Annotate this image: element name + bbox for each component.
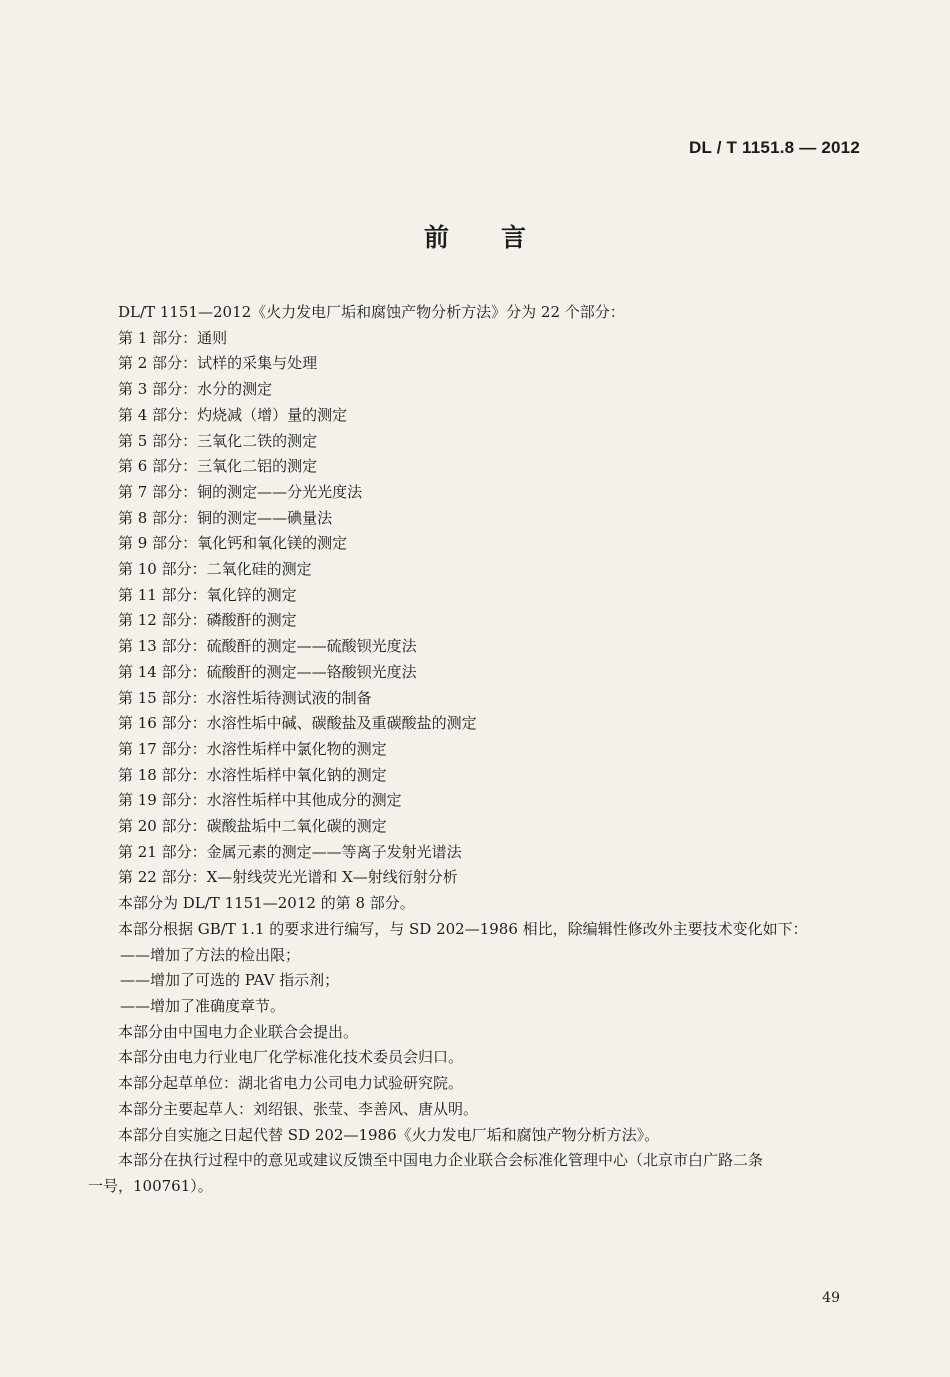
changes-intro: 本部分根据 GB/T 1.1 的要求进行编写，与 SD 202—1986 相比，除编辑性修改外主要技术变化如下： xyxy=(118,919,808,938)
list-item: 第 22 部分：X—射线荧光光谱和 X—射线衍射分析 xyxy=(118,868,458,887)
list-item: 第 16 部分：水溶性垢中碱、碳酸盐及重碳酸盐的测定 xyxy=(118,714,477,733)
change-item: ——增加了准确度章节。 xyxy=(120,996,286,1015)
list-item: 第 1 部分：通则 xyxy=(118,328,228,347)
list-item: 第 18 部分：水溶性垢样中氧化钠的测定 xyxy=(118,765,387,784)
list-item: 第 17 部分：水溶性垢样中氯化物的测定 xyxy=(118,739,387,758)
list-item: 第 6 部分：三氧化二铝的测定 xyxy=(118,457,318,476)
proposed-by: 本部分由中国电力企业联合会提出。 xyxy=(118,1022,359,1041)
parts-list xyxy=(118,326,858,891)
foreword-body xyxy=(118,300,858,1148)
change-item: ——增加了方法的检出限； xyxy=(120,945,301,964)
list-item: 第 15 部分：水溶性垢待测试液的制备 xyxy=(118,688,372,707)
page-title: 前言 xyxy=(423,223,578,252)
managed-by: 本部分由电力行业电厂化学标准化技术委员会归口。 xyxy=(118,1048,464,1067)
list-item: 第 20 部分：碳酸盐垢中二氧化碳的测定 xyxy=(118,817,387,836)
drafters: 本部分主要起草人：刘绍银、张莹、李善风、唐从明。 xyxy=(118,1099,479,1118)
list-item: 第 4 部分：灼烧减（增）量的测定 xyxy=(118,405,348,424)
replaces-statement: 本部分自实施之日起代替 SD 202—1986《火力发电厂垢和腐蚀产物分析方法》。 xyxy=(118,1125,660,1144)
drafting-unit: 本部分起草单位：湖北省电力公司电力试验研究院。 xyxy=(118,1074,464,1093)
change-item: ——增加了可选的 PAV 指示剂； xyxy=(120,971,340,990)
intro-line: DL/T 1151—2012《火力发电厂垢和腐蚀产物分析方法》分为 22 个部分： xyxy=(118,303,625,321)
list-item: 第 21 部分：金属元素的测定——等离子发射光谱法 xyxy=(118,842,462,861)
list-item: 第 8 部分：铜的测定——碘量法 xyxy=(118,508,333,527)
list-item: 第 3 部分：水分的测定 xyxy=(118,380,273,399)
list-item: 第 5 部分：三氧化二铁的测定 xyxy=(118,431,318,450)
list-item: 第 9 部分：氧化钙和氧化镁的测定 xyxy=(118,534,348,553)
list-item: 第 14 部分：硫酸酐的测定——铬酸钡光度法 xyxy=(118,662,417,681)
page-number: 49 xyxy=(822,1290,840,1306)
document-code: DL / T 1151.8 — 2012 xyxy=(689,138,860,157)
list-item: 第 7 部分：铜的测定——分光光度法 xyxy=(118,482,363,501)
list-item: 第 19 部分：水溶性垢样中其他成分的测定 xyxy=(118,791,402,810)
list-item: 第 10 部分：二氧化硅的测定 xyxy=(118,560,312,579)
feedback-line-1: 本部分在执行过程中的意见或建议反馈至中国电力企业联合会标准化管理中心（北京市白广路二条 xyxy=(118,1151,764,1169)
list-item: 第 12 部分：磷酸酐的测定 xyxy=(118,611,297,630)
feedback-line-2: 一号，100761）。 xyxy=(88,1177,213,1195)
list-item: 第 11 部分：氧化锌的测定 xyxy=(118,585,297,604)
list-item: 第 13 部分：硫酸酐的测定——硫酸钡光度法 xyxy=(118,637,417,656)
this-part-statement: 本部分为 DL/T 1151—2012 的第 8 部分。 xyxy=(118,894,415,913)
list-item: 第 2 部分：试样的采集与处理 xyxy=(118,354,318,373)
